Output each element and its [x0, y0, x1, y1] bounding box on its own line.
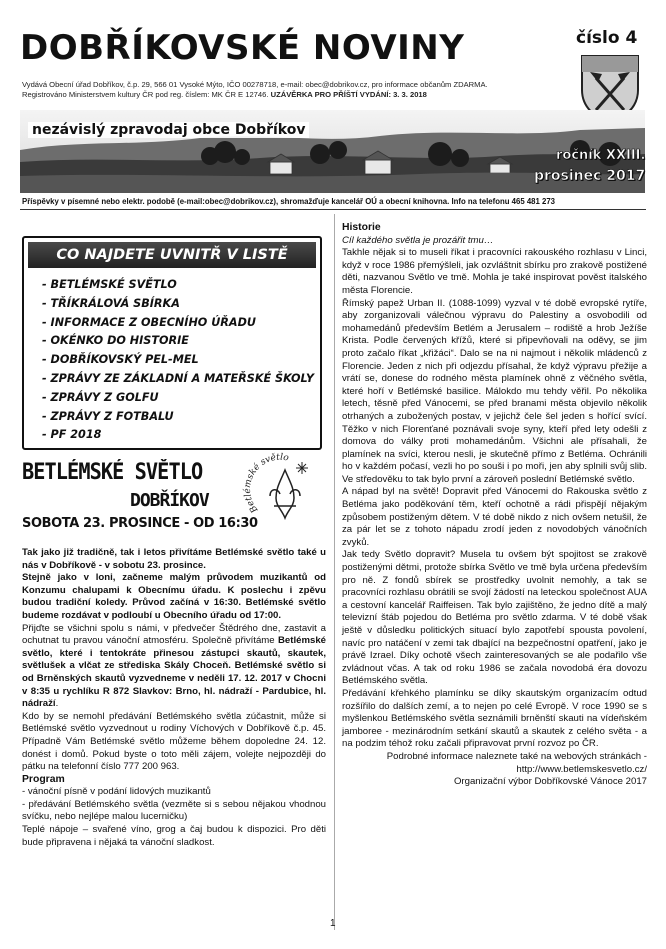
- article-paragraph: Předávání křehkého plamínku se díky skautským organizacím odtud rozšířilo do dalších zemí, a to nejen po celé Evropě. V roce 1990 se s myšlenkou Betlémského světla seznámili brněnští skauti na vídeňském jamboree - mezinárodním setkání skautů a skautek z celého světa - a na podzim téhož roku začali připravovat první rozvoz po ČR.: [342, 687, 647, 750]
- article-paragraph: Kdo by se nemohl předávání Betlémského světla zúčastnit, může si Betlémské světlo vyzvednout u rodiny Víchových v Dobříkově č.p. 45. Případně Vám Betlémské světlo můžeme během dopoledne 24. 12. donést i domů. Pokud byste o toto měli zájem, volejte nejpozději do pátku na telefonní číslo 777 200 963.: [22, 710, 326, 773]
- issue-number: číslo 4: [576, 28, 638, 48]
- publisher-line-2: [22, 90, 572, 100]
- article-paragraph: Tak jako již tradičně, tak i letos přivítáme Betlémské světlo také u nás v Dobříkově - v sobotu 23. prosince.: [22, 547, 326, 571]
- program-item: Teplé nápoje – svařené víno, grog a čaj budou k dispozici. Pro děti bude připravena i nějaká ta vánoční sladkost.: [22, 824, 326, 848]
- article-paragraph: [22, 623, 326, 711]
- table-of-contents: [22, 236, 322, 450]
- toc-item: - PF 2018: [42, 428, 102, 442]
- toc-item: - ZPRÁVY Z GOLFU: [42, 390, 159, 404]
- article-text: .: [55, 698, 59, 710]
- contributions-note: Příspěvky v písemné nebo elektr. podobě (e-mail:obec@dobrikov.cz), shromažďuje kancelář OÚ a obecní knihovna. Info na telefonu 465 481 273: [22, 197, 556, 206]
- logo-lettering: Betlémské světlo: [242, 452, 290, 515]
- issue-date: prosinec 2017: [534, 168, 646, 184]
- toc-item: - BETLÉMSKÉ SVĚTLO: [42, 278, 177, 291]
- article-text-bold: Betlémské světlo, které i tentokráte přinesou zástupci skautů, skautek, světlušek a vlčat ze střediska Skály Choceň. Betlémské světlo si od Brněnských skautů vyzvedneme v neděli 17. 12. 2017 v Chocni v 8:35 u rychlíku R 872 Slavkov: Brno, hl. nádraží - Pardubice, hl. nádraží: [22, 635, 326, 710]
- newspaper-subtitle: nezávislý zpravodaj obce Dobříkov: [28, 122, 309, 138]
- publisher-info: [22, 80, 572, 100]
- article-paragraph: Římský papež Urban II. (1088-1099) vyzval v té době evropské rytíře, aby zorganizovali válečnou výpravu do Palestiny a osvobodili od mohamedánů především Betlém a Jerusalem – rodiště a hrob Ježíše Krista. Podle červených křížů, které si připevňovali na oděvy, se jim proto začalo říkat „křižáci“. Dalo se na ni najmout i několik mládenců z Florencie. Jeden z nich při odjezdu přísahal, že když výpravu přežije a vrátí se, donese do rodného města plamínek ohně z věčného světla, které hoří v Betlémské basilice. Málokdo mu tehdy věřil. Po několika letech, těsně před Vánocemi, se před branami města objevilo několik otrhaných a zubožených postav, v jejichž čele šel jeden s hořící svící. Těžko v nich Florenťané poznávali svoje syny, kteří před lety odešli z domova do války proti mohamedánům. Všichni ale přísahali, že plamínek na svíci, kterou nesli, je skutečně přímo z Betléma. Ochránili ho v každém počasí, vezli ho po souši i po moři, jen aby splnili svůj slib. Ve středověku to tak bylo první a zároveň poslední Betlémské světlo.: [342, 297, 647, 485]
- betlem-article-body: [22, 547, 326, 849]
- article-paragraph: Takhle nějak si to museli říkat i pracovníci rakouského rozhlasu v Linci, když v roce 1986 přemýšleli, jak ozvláštnit sbírku pro zrakově postižené děti, nazvanou Světlo ve tmě. Mohla je také inspirovat pověst italského města Florencie.: [342, 247, 647, 296]
- program-item: - vánoční písně v podání lidových muzikantů: [22, 786, 211, 798]
- column-divider: [334, 214, 335, 930]
- toc-item: - TŘÍKRÁLOVÁ SBÍRKA: [42, 296, 180, 310]
- history-heading: Historie: [342, 222, 381, 233]
- toc-heading: CO NAJDETE UVNITŘ V LISTĚ: [28, 242, 316, 268]
- toc-list: [24, 268, 320, 445]
- program-heading: Program: [22, 773, 65, 785]
- toc-item: - OKÉNKO DO HISTORIE: [42, 334, 189, 348]
- article-signature: Organizační výbor Dobříkovské Vánoce 2017: [453, 776, 647, 788]
- article-paragraph: Jak tedy Světlo dopravit? Musela tu ovšem být spojitost se zrakově postiženými dětmi, protože sbírka Světlo ve tmě byla určena především pro ně. Z fondů sbírek se prostředky uvolnit nemohly, a tak se pracovníci rozhlasu obrátili se svojí žádostí na leteckou společnost AUA a cestovní kancelář Raiffeisen. Tak bylo zajištěno, že jedno dítě a malý televizní štáb pojedou do Betléma pro světlo zdarma. V té době však ještě v důsledku politických situací bylo zapotřebí spousta povolení, navíc pro natáčení v zemi tak dbající na bezpečnostní opatření, jako je právě Izrael. Díky ochotě všech zainteresovaných se ale podařilo vše zvládnout včas. A tak od roku 1986 se začala novodobá éra dovozu Betlémského světla.: [342, 549, 647, 687]
- article-date: SOBOTA 23. PROSINCE - OD 16:30: [22, 516, 258, 531]
- page-number: 1: [330, 918, 336, 929]
- bethlehem-light-logo: [240, 448, 330, 538]
- publisher-line-1: Vydává Obecní úřad Dobříkov, č.p. 29, 566 01 Vysoké Mýto, IČO 00278718, e-mail: obec@dobrikov.cz, pro informace občanům ZDARMA.: [22, 80, 488, 89]
- article-paragraph: Stejně jako v loni, začneme malým průvodem muzikantů od Konzumu chalupami k Obecnímu úřadu. K poslechu i zpěvu budou tradiční koledy. Průvod začíná v 16:30. Betlémské světlo budeme rozdávat v podloubí u Obecního úřadu od 17:00.: [22, 572, 326, 621]
- article-place: DOBŘÍKOV: [130, 490, 209, 511]
- volume-year: ročník XXIII.: [556, 148, 646, 163]
- header-divider: [20, 209, 646, 210]
- toc-item: - ZPRÁVY Z FOTBALU: [42, 409, 174, 423]
- deadline-text: UZÁVĚRKA PRO PŘÍŠTÍ VYDÁNÍ: 3. 3. 2018: [270, 90, 427, 99]
- article-paragraph: A nápad byl na světě! Dopravit před Vánocemi do Rakouska světlo z Betléma jako poděkování těm, kteří ochotně a rádi přispějí nějakým způsobem postiženým dětem. V té době nikdo z nich ovšem netušil, že za pár let se z tohoto nápadu zrodí jeden z novodobých vánočních zvyků.: [342, 486, 647, 548]
- history-lead: Cíl každého světla je prozářit tmu…: [342, 234, 494, 246]
- program-item: - předávání Betlémského světla (vezměte si s sebou nějakou vhodnou svíčku, nebo nejlépe malou lucerničku): [22, 798, 326, 823]
- article-text: Přijďte se všichni spolu s námi, v předvečer Štědrého dne, zastavit a ochutnat tu pravou vánoční atmosféru. Společně přivítáme: [22, 622, 326, 647]
- registration-text: Registrováno Ministerstvem kultury ČR pod reg. číslem: MK ČR E 12746.: [22, 90, 269, 99]
- history-article: [342, 222, 647, 789]
- masthead-title: DOBŘÍKOVSKÉ NOVINY: [20, 28, 465, 68]
- toc-item: - ZPRÁVY ZE ZÁKLADNÍ A MATEŘSKÉ ŠKOLY: [42, 371, 315, 385]
- article-title: BETLÉMSKÉ SVĚTLO: [22, 460, 203, 485]
- toc-item: - INFORMACE Z OBECNÍHO ÚŘADU: [42, 315, 256, 329]
- article-link-note: Podrobné informace naleznete také na webových stránkách - http://www.betlemskesvetlo.cz/: [386, 750, 647, 775]
- toc-item: - DOBŘÍKOVSKÝ PEL-MEL: [42, 353, 199, 367]
